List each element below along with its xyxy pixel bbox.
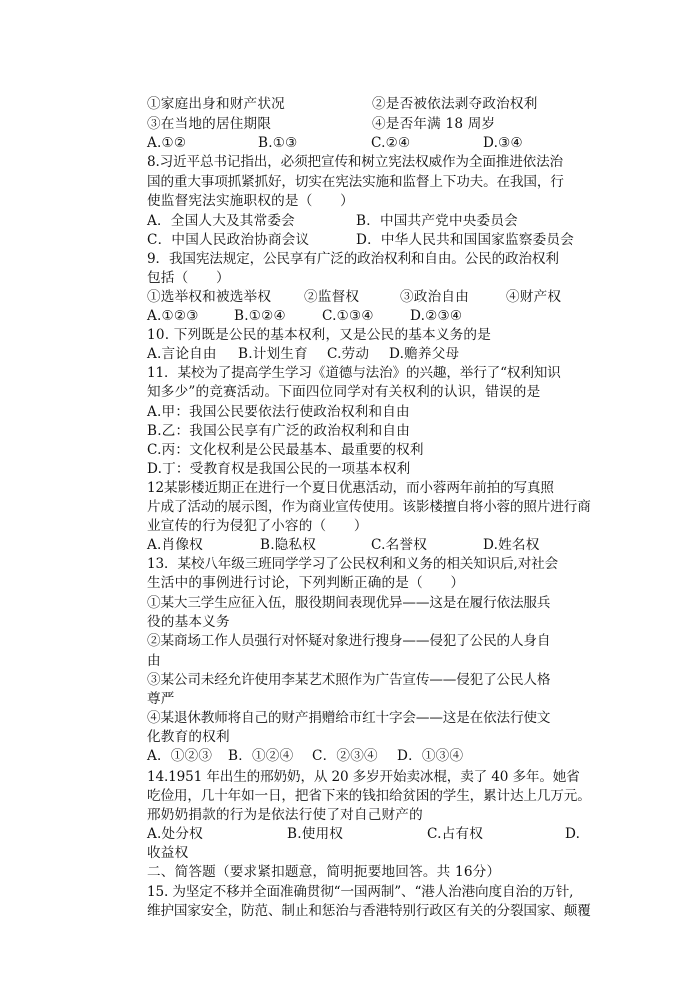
option-line: 尊严 xyxy=(147,691,175,707)
option-line: ②是否被依法剥夺政治权利 xyxy=(372,96,538,112)
answer-choice: A．全国人大及其常委会 xyxy=(147,213,295,229)
question-text: 14.1951 年出生的邢奶奶，从 20 多岁开始卖冰棍，卖了 40 多年。她省 xyxy=(147,769,580,785)
option-line: ③某公司未经允许使用李某艺术照作为广告宣传——侵犯了公民人格 xyxy=(147,672,551,688)
answer-choice: C.①③④ xyxy=(322,308,374,324)
answer-choice: B.使用权 xyxy=(287,826,344,842)
answer-choice: B.①③ xyxy=(258,135,298,151)
answer-choice: A.肖像权 xyxy=(147,537,203,553)
answer-choice: D．①③④ xyxy=(397,748,464,764)
answer-choice: A.言论自由 xyxy=(147,346,217,362)
question-text: 吃俭用，几十年如一日，把省下来的钱扣给贫困的学生，累计达上几万元。 xyxy=(147,788,591,804)
option-line: ④某退休教师将自己的财产捐赠给市红十字会——这是在依法行使文 xyxy=(147,710,551,726)
option-line: ②某商场工作人员强行对怀疑对象进行搜身——侵犯了公民的人身自 xyxy=(147,633,551,649)
answer-choice: D.③④ xyxy=(483,135,523,151)
answer-choice: C.劳动 xyxy=(327,346,370,362)
option-line: ①选举权和被选举权 xyxy=(147,289,272,305)
question-text: 知多少”的竞赛活动。下面四位同学对有关权利的认识，错误的是 xyxy=(147,384,541,400)
question-text: 业宣传的行为侵犯了小容的（ ） xyxy=(147,518,368,534)
answer-choice: A.①② xyxy=(147,135,187,151)
question-text: 片成了活动的展示图，作为商业宣传使用。该影楼擅自将小蓉的照片进行商 xyxy=(147,499,591,515)
answer-choice: A.处分权 xyxy=(147,826,203,842)
question-text: 维护国家安全，防范、制止和惩治与香港特别行政区有关的分裂国家、颠覆 xyxy=(147,903,591,919)
option-line: 役的基本义务 xyxy=(147,614,230,630)
answer-choice: B.隐私权 xyxy=(260,537,317,553)
answer-choice: A.甲：我国公民要依法行使政治权利和自由 xyxy=(147,404,410,420)
answer-choice: C.占有权 xyxy=(427,826,484,842)
question-text: 生活中的事例进行讨论，下列判断正确的是（ ） xyxy=(147,575,465,591)
answer-choice: D.赡养父母 xyxy=(389,346,460,362)
answer-choice: C．②③④ xyxy=(312,748,378,764)
answer-choice: D．中华人民共和国国家监察委员会 xyxy=(356,232,575,248)
answer-choice: D.丁：受教育权是我国公民的一项基本权利 xyxy=(147,461,411,477)
option-line: ①家庭出身和财产状况 xyxy=(147,96,285,112)
question-text: 11．某校为了提高学生学习《道德与法治》的兴趣，举行了“权利知识 xyxy=(147,365,561,381)
option-line: ③政治自由 xyxy=(400,289,469,305)
answer-choice: B.①②④ xyxy=(234,308,286,324)
section-heading: 二、简答题（要求紧扣题意，简明扼要地回答。共 16分） xyxy=(147,864,501,880)
answer-choice: C．中国人民政治协商会议 xyxy=(147,232,310,248)
answer-choice: D.②③④ xyxy=(410,308,463,324)
answer-choice: B.乙：我国公民享有广泛的政治权利和自由 xyxy=(147,423,410,439)
option-line: ②监督权 xyxy=(304,289,360,305)
option-line: ④财产权 xyxy=(506,289,562,305)
question-text: 15. 为坚定不移并全面准确贯彻“一国两制”、“港人治港向度自治的万针, xyxy=(147,884,574,900)
option-line: ④是否年满 18 周岁 xyxy=(372,116,496,132)
answer-choice: C.名誉权 xyxy=(371,537,428,553)
question-text: 10. 下列既是公民的基本权利，又是公民的基本义务的是 xyxy=(147,327,491,343)
answer-choice: B．中国共产党中央委员会 xyxy=(356,213,518,229)
answer-choice: D.姓名权 xyxy=(483,537,540,553)
option-line: ③在当地的居住期限 xyxy=(147,116,272,132)
question-text: 使监督宪法实施职权的是（ ） xyxy=(147,193,354,209)
option-line: 由 xyxy=(147,653,161,669)
answer-choice: D. xyxy=(565,826,581,842)
answer-choice: C.丙：文化权利是公民最基本、最重要的权利 xyxy=(147,442,424,458)
answer-choice: 收益权 xyxy=(147,845,189,861)
question-text: 13．某校八年级三班同学学习了公民权利和义务的相关知识后,对社会 xyxy=(147,556,559,572)
answer-choice: B.计划生育 xyxy=(238,346,308,362)
question-text: 9．我国宪法规定，公民享有广泛的政治权利和自由。公民的政治权利 xyxy=(147,251,559,267)
answer-choice: C.②④ xyxy=(371,135,411,151)
question-text: 国的重大事项抓紧抓好，切实在宪法实施和监督上下功夫。在我国，行 xyxy=(147,174,564,190)
option-line: 化教育的权利 xyxy=(147,729,230,745)
question-text: 邢奶奶捐款的行为是依法行使了对自己财产的 xyxy=(147,807,423,823)
answer-choice: A．①②③ xyxy=(147,748,213,764)
question-text: 12某影楼近期正在进行一个夏日优惠活动，而小蓉两年前拍的写真照 xyxy=(147,480,554,496)
option-line: ①某大三学生应征入伍，服役期间表现优异——这是在履行依法服兵 xyxy=(147,595,551,611)
question-text: 包括（ ） xyxy=(147,270,230,286)
answer-choice: A.①②③ xyxy=(147,308,199,324)
answer-choice: B．①②④ xyxy=(228,748,294,764)
question-text: 8.习近平总书记指出，必须把宣传和树立宪法权威作为全面推进依法治 xyxy=(147,154,563,170)
